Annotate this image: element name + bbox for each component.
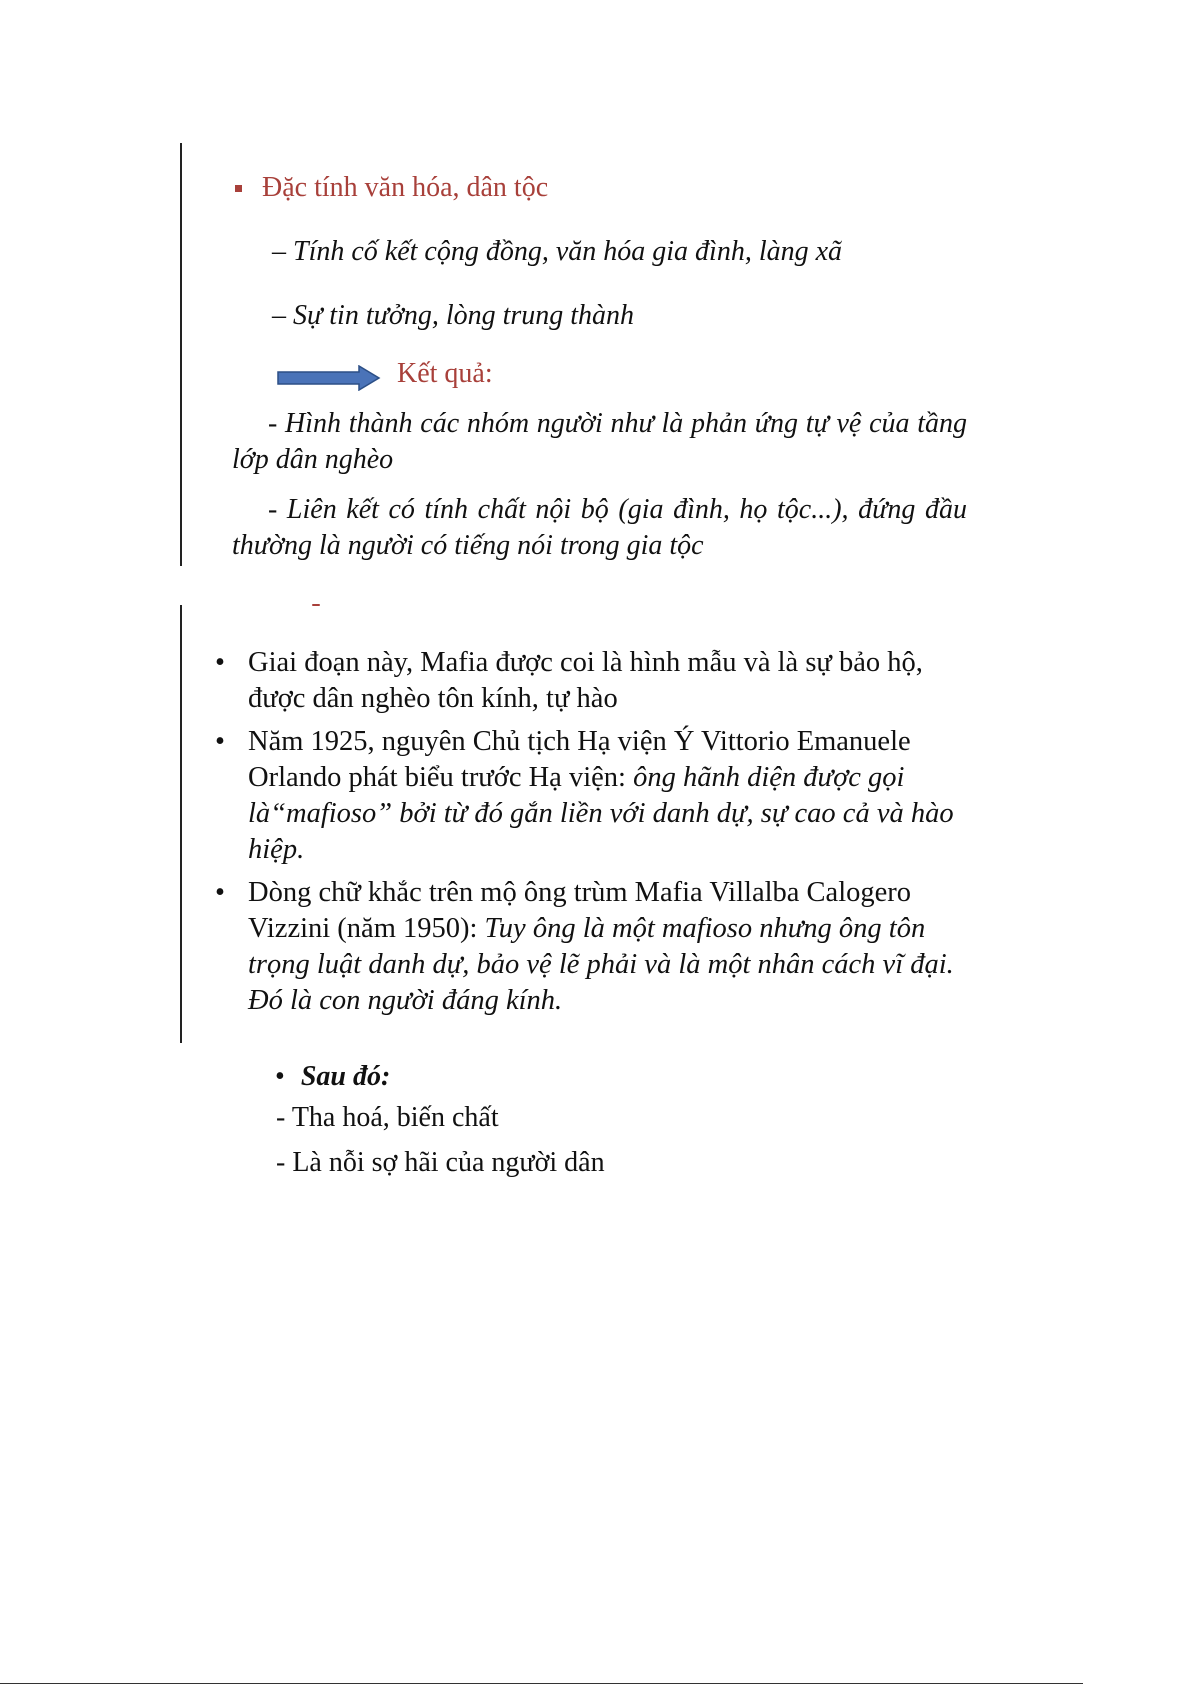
after-heading-row <box>275 1059 390 1095</box>
bullet-dot-icon: • <box>215 877 225 908</box>
result-item-self-defense: - Hình thành các nhóm người như là phản ứng tự vệ của tầng lớp dân nghèo <box>232 408 967 475</box>
bullet-dot-icon: • <box>215 726 225 757</box>
culture-heading: Đặc tính văn hóa, dân tộc <box>262 172 549 203</box>
bullet-dot-icon: • <box>275 1061 285 1092</box>
list-item-text: Giai đoạn này, Mafia được coi là hình mẫu và là sự bảo hộ, được dân nghèo tôn kính, tự hào <box>248 647 923 714</box>
culture-item-loyalty: – Sự tin tưởng, lòng trung thành <box>272 300 635 331</box>
list-item-quote: Tuy ông là một mafioso nhưng ông tôn trọng luật danh dự, bảo vệ lẽ phải và là một nhân cách vĩ đại. Đó là con người đáng kính. <box>248 913 954 1016</box>
bullet-dot-icon: • <box>215 647 225 678</box>
decorative-mark <box>312 604 320 606</box>
list-item-text: Dòng chữ khắc trên mộ ông trùm Mafia Villalba Calogero Vizzini (năm 1950): <box>248 877 912 944</box>
list-item <box>215 645 975 717</box>
left-border-line-middle <box>180 605 182 1043</box>
after-heading: Sau đó: <box>300 1061 391 1092</box>
after-item-degeneration: - Tha hoá, biến chất <box>276 1102 499 1133</box>
list-item-text: Năm 1925, nguyên Chủ tịch Hạ viện Ý Vittorio Emanuele Orlando phát biểu trước Hạ viện: <box>248 726 911 793</box>
list-item <box>215 724 975 868</box>
square-bullet-icon <box>235 185 242 192</box>
result-label: Kết quả: <box>397 358 493 389</box>
result-item-internal-bond: - Liên kết có tính chất nội bộ (gia đình, họ tộc...), đứng đầu thường là người có tiếng nói trong gia tộc <box>232 494 967 561</box>
left-border-line-top <box>180 143 182 566</box>
list-item <box>215 875 975 1019</box>
after-item-fear: - Là nỗi sợ hãi của người dân <box>276 1147 605 1178</box>
culture-item-community: – Tính cố kết cộng đồng, văn hóa gia đình, làng xã <box>272 236 843 267</box>
mafia-history-list <box>215 645 975 1026</box>
right-arrow-icon <box>277 365 381 391</box>
bottom-border-line <box>0 1683 1083 1684</box>
list-item-quote: ông hãnh diện được gọi là“mafioso” bởi từ đó gắn liền với danh dự, sự cao cả và hào hiệp. <box>248 762 954 865</box>
